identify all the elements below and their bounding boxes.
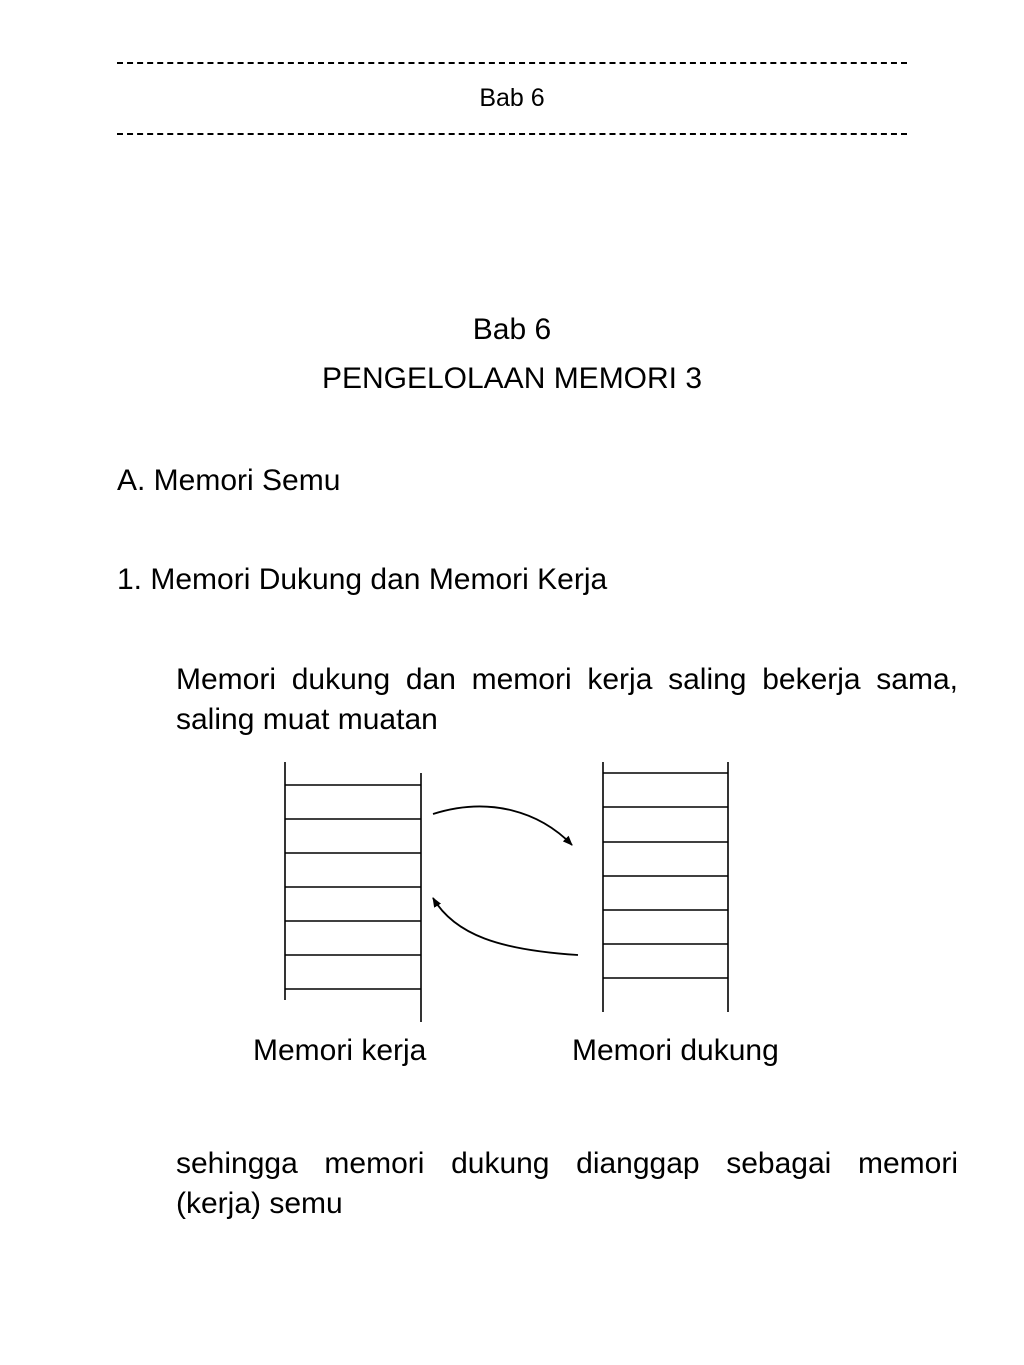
paragraph-intro: Memori dukung dan memori kerja saling bekerja sama, saling muat muatan bbox=[176, 663, 958, 736]
chapter-label: Bab 6 bbox=[472, 313, 552, 346]
working-memory-label: Memori kerja bbox=[253, 1034, 427, 1067]
section-heading: A. Memori Semu bbox=[117, 464, 341, 497]
paragraph-conclusion: sehingga memori dukung dianggap sebagai memori (kerja) semu bbox=[176, 1147, 958, 1220]
working-memory-stack bbox=[285, 762, 421, 1022]
subsection-heading: 1. Memori Dukung dan Memori Kerja bbox=[117, 563, 608, 596]
header-label: Bab 6 bbox=[479, 84, 545, 112]
chapter-title: PENGELOLAAN MEMORI 3 bbox=[321, 362, 703, 395]
backing-memory-stack bbox=[603, 762, 728, 1012]
arrow-to-backing-memory bbox=[433, 807, 572, 845]
arrow-to-working-memory bbox=[433, 898, 578, 955]
backing-memory-label: Memori dukung bbox=[572, 1034, 779, 1067]
